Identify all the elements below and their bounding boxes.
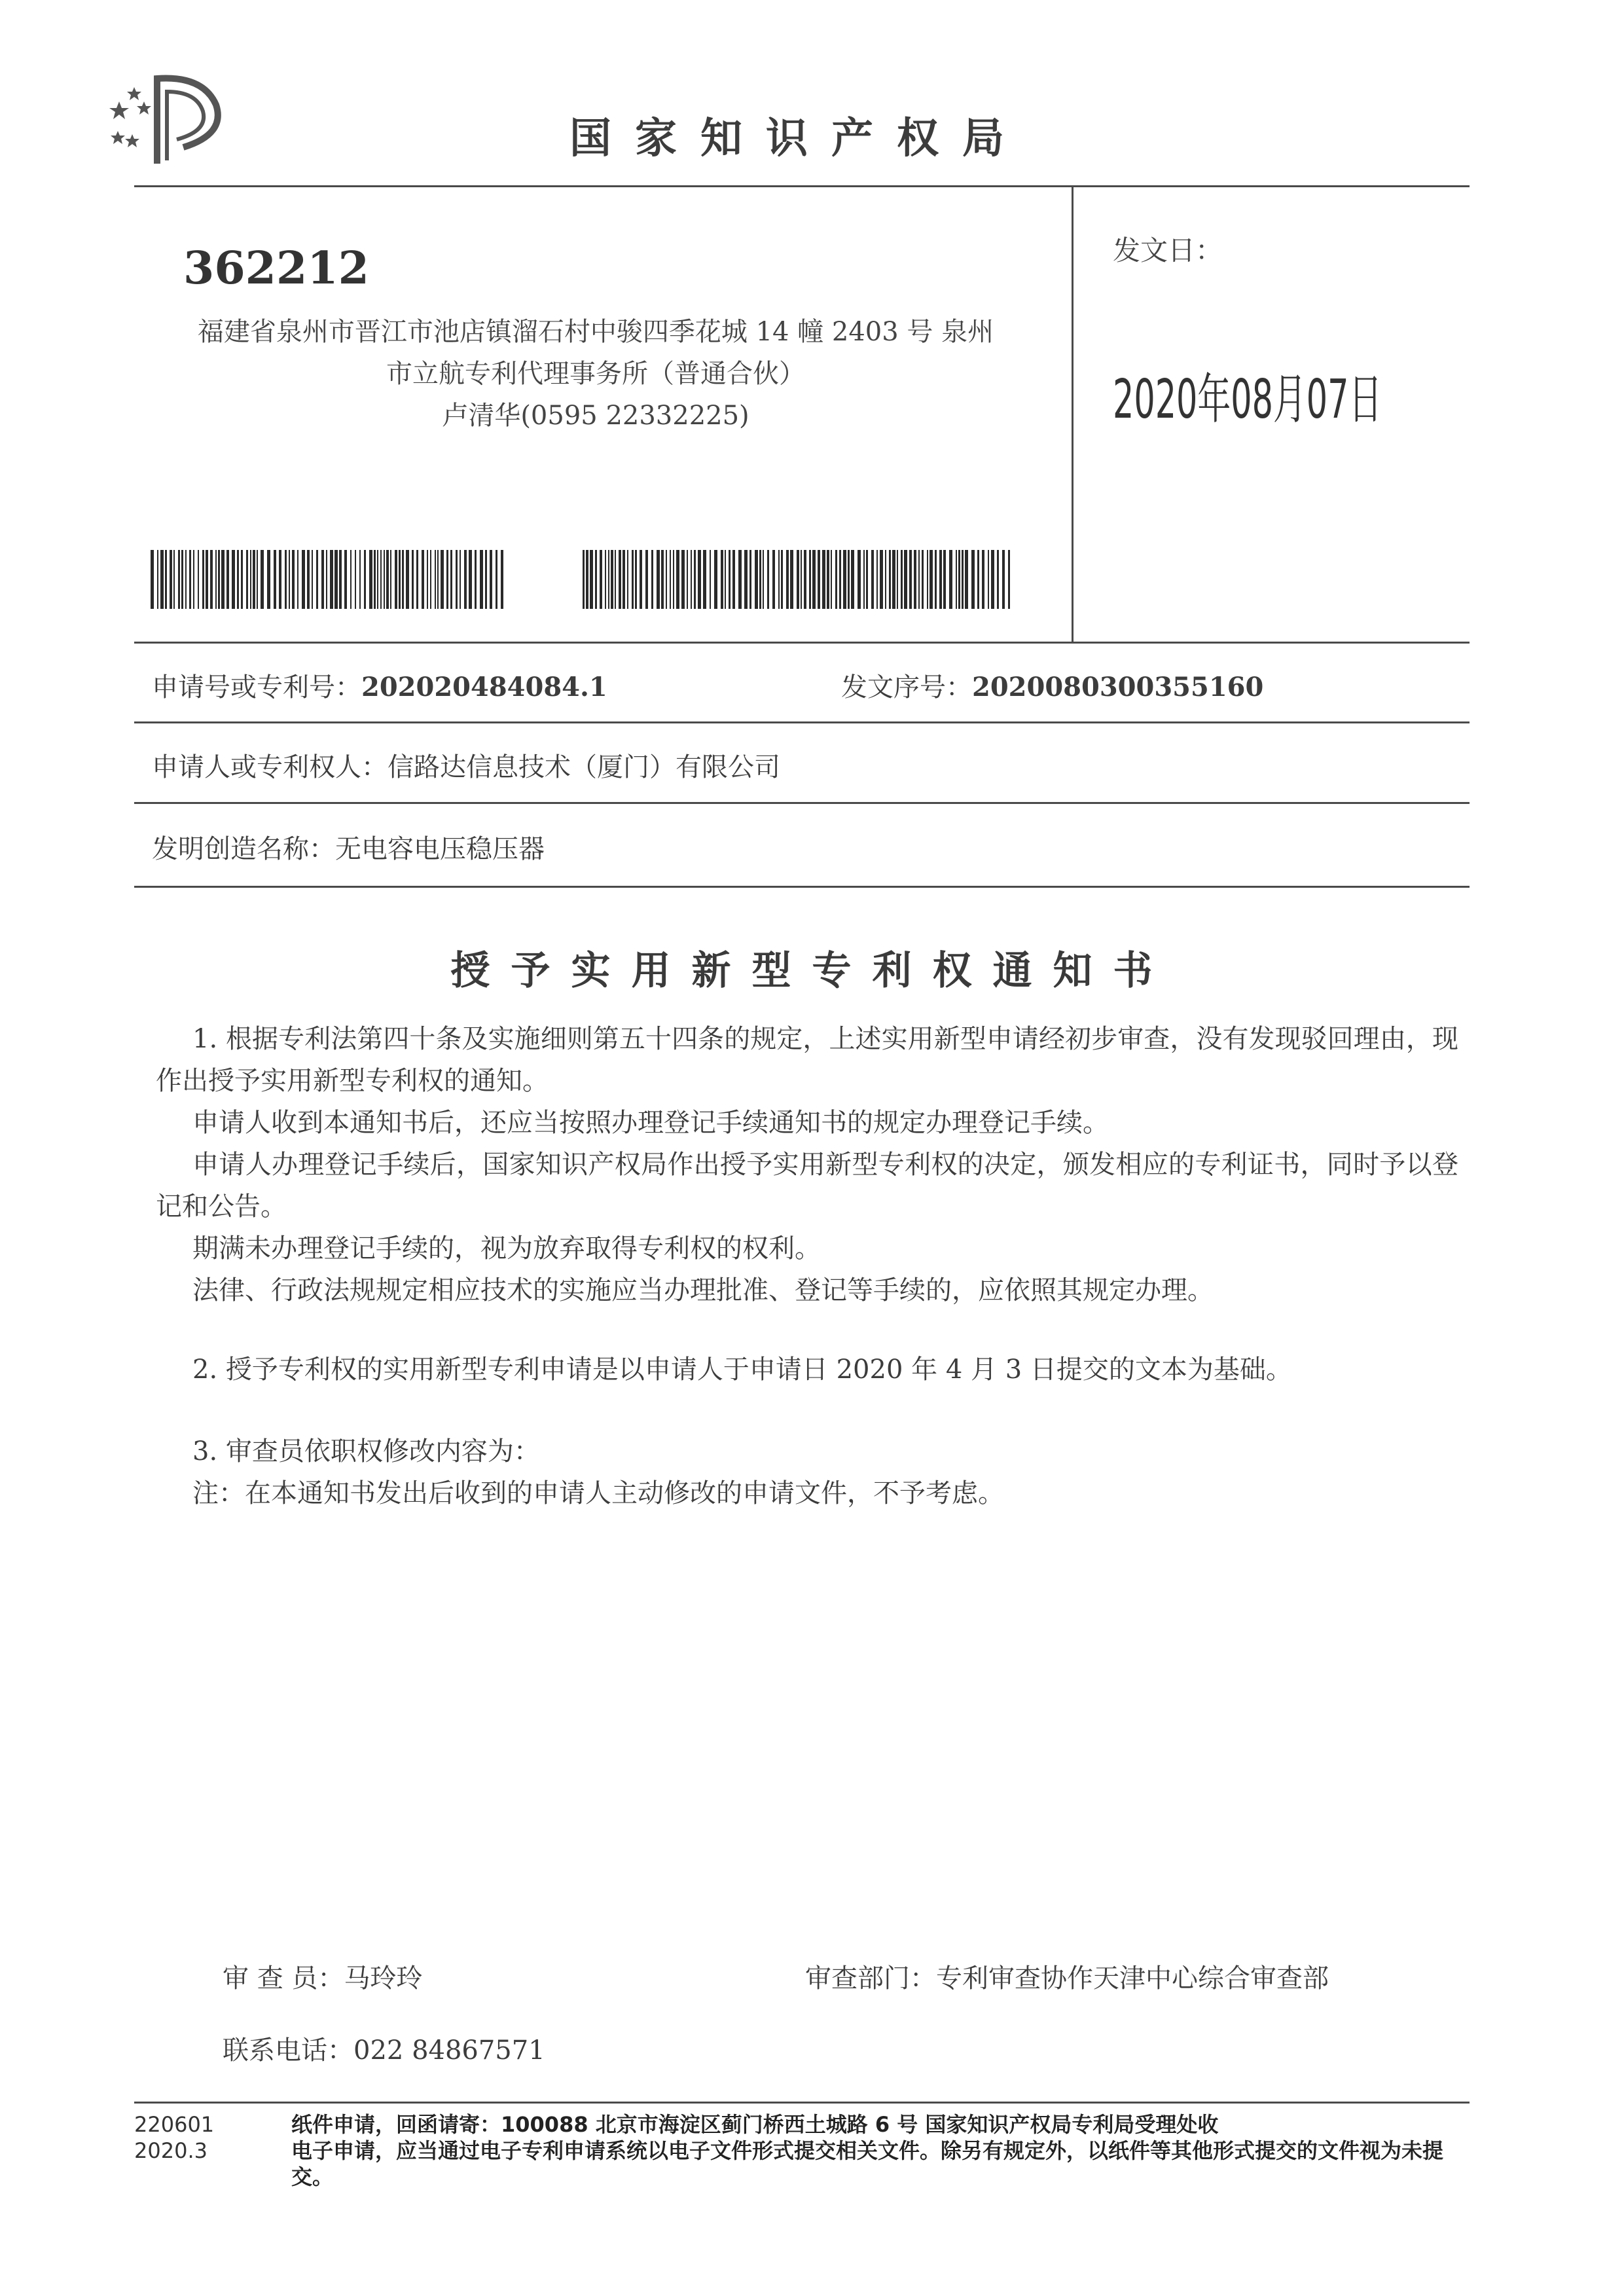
applicant-label: 申请人或专利权人： (152, 752, 388, 782)
footer-line-1: 纸件申请，回函请寄：100088 北京市海淀区蓟门桥西土城路 6 号 国家知识产权局专利局受理处收 (291, 2112, 1219, 2137)
form-code: 220601 (134, 2112, 215, 2137)
examiner-name: 马玲玲 (344, 1963, 423, 1994)
contact-line: 卢清华(0595 22332225) (442, 401, 749, 431)
header-top-rule (134, 185, 1470, 187)
paragraph-4: 期满未办理登记手续的，视为放弃取得专利权的权利。 (192, 1233, 821, 1264)
examiner-label: 审 查 员： (223, 1963, 344, 1994)
phone-label: 联系电话： (223, 2035, 353, 2066)
postcode: 362212 (183, 242, 369, 295)
serial-number-row (841, 666, 1263, 704)
notice-title: 授予实用新型专利权通知书 (450, 948, 1174, 994)
paragraph-7: 3. 审查员依职权修改内容为： (192, 1436, 540, 1467)
serial-number-label: 发文序号： (841, 672, 972, 702)
paragraph-3: 申请人办理登记手续后，国家知识产权局作出授予实用新型专利权的决定，颁发相应的专利证书，同时予以登记和公告。 (156, 1150, 1458, 1222)
field-rule-1 (134, 721, 1470, 723)
barcode-right (583, 550, 1011, 609)
footer-rule (134, 2102, 1470, 2104)
examiner-row (223, 1958, 422, 1995)
serial-number: 2020080300355160 (972, 672, 1264, 702)
dispatch-date-label: 发文日： (1113, 234, 1223, 266)
header-divider (1072, 185, 1074, 644)
phone-number: 022 84867571 (353, 2035, 545, 2066)
field-rule-2 (134, 802, 1470, 804)
barcode-left (151, 550, 504, 609)
department-row (805, 1958, 1329, 1995)
department-name: 专利审查协作天津中心综合审查部 (936, 1963, 1329, 1994)
paragraph-1: 1. 根据专利法第四十条及实施细则第五十四条的规定，上述实用新型申请经初步审查，没有发现驳回理由，现作出授予实用新型专利权的通知。 (156, 1024, 1458, 1096)
field-rule-3 (134, 886, 1470, 888)
phone-row (223, 2030, 545, 2067)
header-bottom-rule (134, 642, 1470, 644)
invention-title: 无电容电压稳压器 (335, 834, 545, 864)
paragraph-5: 法律、行政法规规定相应技术的实施应当办理批准、登记等手续的，应依照其规定办理。 (192, 1275, 1214, 1305)
invention-label: 发明创造名称： (152, 834, 335, 864)
paragraph-8: 注：在本通知书发出后收到的申请人主动修改的申请文件，不予考虑。 (192, 1478, 1004, 1508)
invention-row (152, 828, 545, 866)
form-version: 2020.3 (134, 2138, 208, 2163)
address-line-2: 市立航专利代理事务所（普通合伙） (386, 359, 805, 389)
office-name: 国家知识产权局 (569, 115, 1028, 163)
paragraph-2: 申请人收到本通知书后，还应当按照办理登记手续通知书的规定办理登记手续。 (192, 1108, 1109, 1138)
footer-line-2: 电子申请，应当通过电子专利申请系统以电子文件形式提交相关文件。除另有规定外，以纸件等其他形式提交的文件视为未提交。 (291, 2138, 1444, 2189)
address-line-1: 福建省泉州市晋江市池店镇溜石村中骏四季花城 14 幢 2403 号 泉州 (197, 317, 994, 347)
applicant: 信路达信息技术（厦门）有限公司 (388, 752, 780, 782)
department-label: 审查部门： (805, 1963, 936, 1994)
cnipa-logo (105, 69, 236, 167)
application-number-label: 申请号或专利号： (152, 672, 361, 702)
application-number: 202020484084.1 (361, 672, 607, 702)
paragraph-6: 2. 授予专利权的实用新型专利申请是以申请人于申请日 2020 年 4 月 3 日提交的文本为基础。 (192, 1355, 1292, 1385)
dispatch-date: 2020年08月07日 (1113, 369, 1382, 431)
application-number-row (152, 666, 607, 704)
applicant-row (152, 746, 780, 784)
